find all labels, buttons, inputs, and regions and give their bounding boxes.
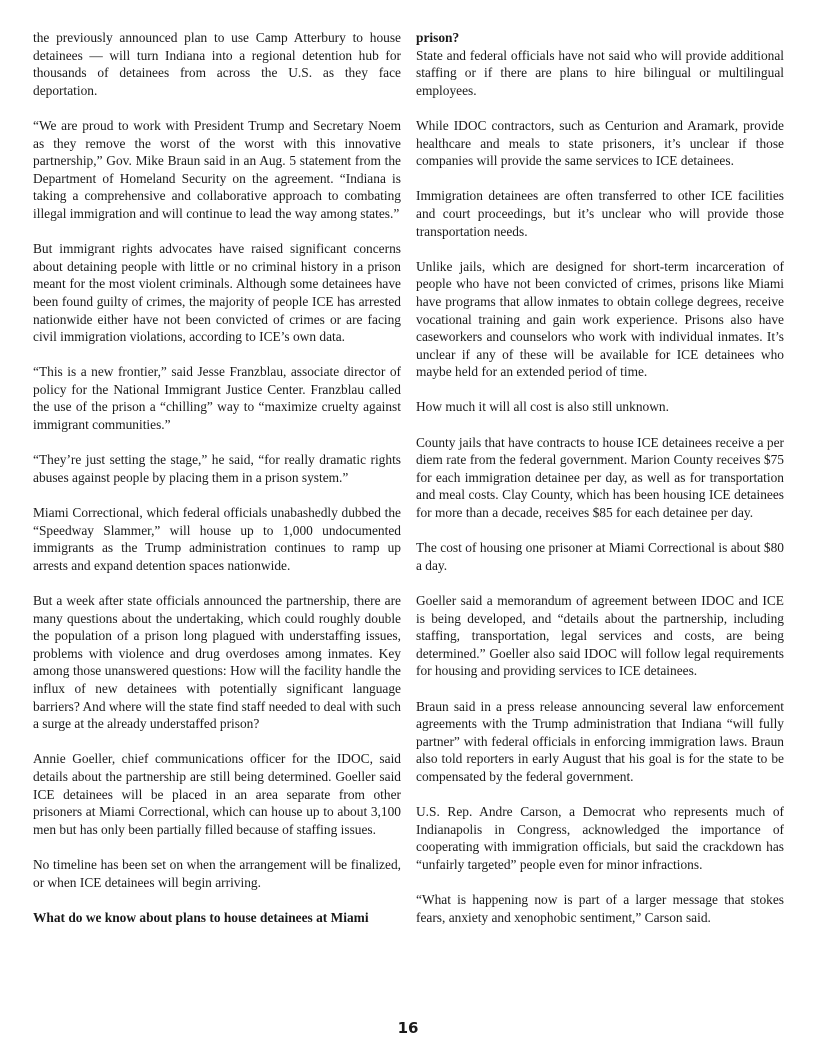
left-column	[33, 29, 401, 926]
paragraph: “They’re just setting the stage,” he said, “for really dramatic rights abuses against people by placing them in a prison system.”	[33, 452, 401, 485]
paragraph: Braun said in a press release announcing several law enforcement agreements with the Trump administration that Indiana “will fully partner” with federal officials in enforcing immigration laws. Braun also told reporters in early August that his goal is for the state to be compensated by the federal government.	[416, 698, 784, 784]
paragraph: Miami Correctional, which federal officials unabashedly dubbed the “Speedway Slammer,” will house up to 1,000 undocumented immigrants as the Trump administration continues to ramp up arrests and expand detention spaces nationwide.	[33, 505, 401, 573]
paragraph: Immigration detainees are often transferred to other ICE facilities and court proceedings, but it’s unclear who will provide those transportation needs.	[416, 188, 784, 239]
paragraph: How much it will all cost is also still unknown.	[416, 399, 669, 415]
paragraph: Goeller said a memorandum of agreement between IDOC and ICE is being developed, and “details about the partnership, including staffing, transportation, legal services and costs, are being determined.” Goeller also said IDOC will follow legal requirements for housing and providing services to ICE detainees.	[416, 593, 784, 679]
paragraph: The cost of housing one prisoner at Miami Correctional is about $80 a day.	[416, 540, 784, 573]
section-heading-continued: prison?	[416, 30, 460, 45]
page-number: 16	[397, 1019, 419, 1037]
paragraph: But immigrant rights advocates have raised significant concerns about detaining people with little or no criminal history in a prison meant for the most violent criminals. Although some detainees have been found guilty of crimes, the majority of people ICE has arrested nationwide either have not been convicted of crimes or are facing civil immigration violations, according to ICE’s own data.	[33, 241, 401, 345]
paragraph: U.S. Rep. Andre Carson, a Democrat who represents much of Indianapolis in Congress, acknowledged the importance of cooperating with immigration officials, but said the crackdown has “unfairly targeted” people even for minor infractions.	[416, 804, 784, 872]
paragraph: Annie Goeller, chief communications officer for the IDOC, said details about the partnership are still being determined. Goeller said ICE detainees will be placed in an area separate from other prisoners at Miami Correctional, which can house up to about 3,100 men but has only been partially filled because of staffing issues.	[33, 751, 401, 837]
paragraph: Unlike jails, which are designed for short-term incarceration of people who have not been convicted of crimes, prisons like Miami have programs that allow inmates to obtain college degrees, receive vocational training and gain work experience. Prisons also have caseworkers and counselors who work with individual inmates. It’s unclear if any of these will be available for ICE detainees who maybe held for an extended period of time.	[416, 258, 784, 380]
paragraph: County jails that have contracts to house ICE detainees receive a per diem rate from the federal government. Marion County receives $75 for each immigration detainee per day, as well as for transportation and meal costs. Clay County, which has been housing ICE detainees for more than a decade, receives $85 for each detainee per day.	[416, 434, 784, 521]
paragraph: the previously announced plan to use Camp Atterbury to house detainees — will turn Indiana into a regional detention hub for thousands of detainees from across the U.S. as they face deportation.	[33, 30, 401, 98]
paragraph: While IDOC contractors, such as Centurion and Aramark, provide healthcare and meals to state prisoners, it’s unclear if those companies will provide the same services to ICE detainees.	[416, 117, 784, 169]
paragraph: “What is happening now is part of a larger message that stokes fears, anxiety and xenophobic sentiment,” Carson said.	[416, 892, 784, 925]
paragraph: State and federal officials have not said who will provide additional staffing or if there are plans to hire bilingual or multilingual employees.	[416, 47, 784, 98]
section-heading: What do we know about plans to house detainees at Miami	[33, 909, 369, 925]
paragraph: “This is a new frontier,” said Jesse Franzblau, associate director of policy for the National Immigrant Justice Center. Franzblau called the use of the prison a “chilling” way to “maximize cruelty against immigrant communities.”	[33, 364, 401, 433]
paragraph: But a week after state officials announced the partnership, there are many questions about the undertaking, which could roughly double the population of a prison long plagued with understaffing issues, problems with violence and drug overdoses among inmates. Key among those unanswered questions: How will the facility handle the influx of new detainees with potentially significant language barriers? And where will the state find staff needed to deal with such a surge at the already understaffed prison?	[33, 593, 401, 732]
paragraph: No timeline has been set on when the arrangement will be finalized, or when ICE detainees will begin arriving.	[33, 856, 401, 890]
paragraph: “We are proud to work with President Trump and Secretary Noem as they remove the worst of the worst with this innovative partnership,” Gov. Mike Braun said in an Aug. 5 statement from the Department of Homeland Security on the agreement. “Indiana is taking a comprehensive and collaborative approach to combating illegal immigration and will continue to lead the way among states.”	[33, 117, 401, 221]
right-column	[416, 29, 784, 926]
